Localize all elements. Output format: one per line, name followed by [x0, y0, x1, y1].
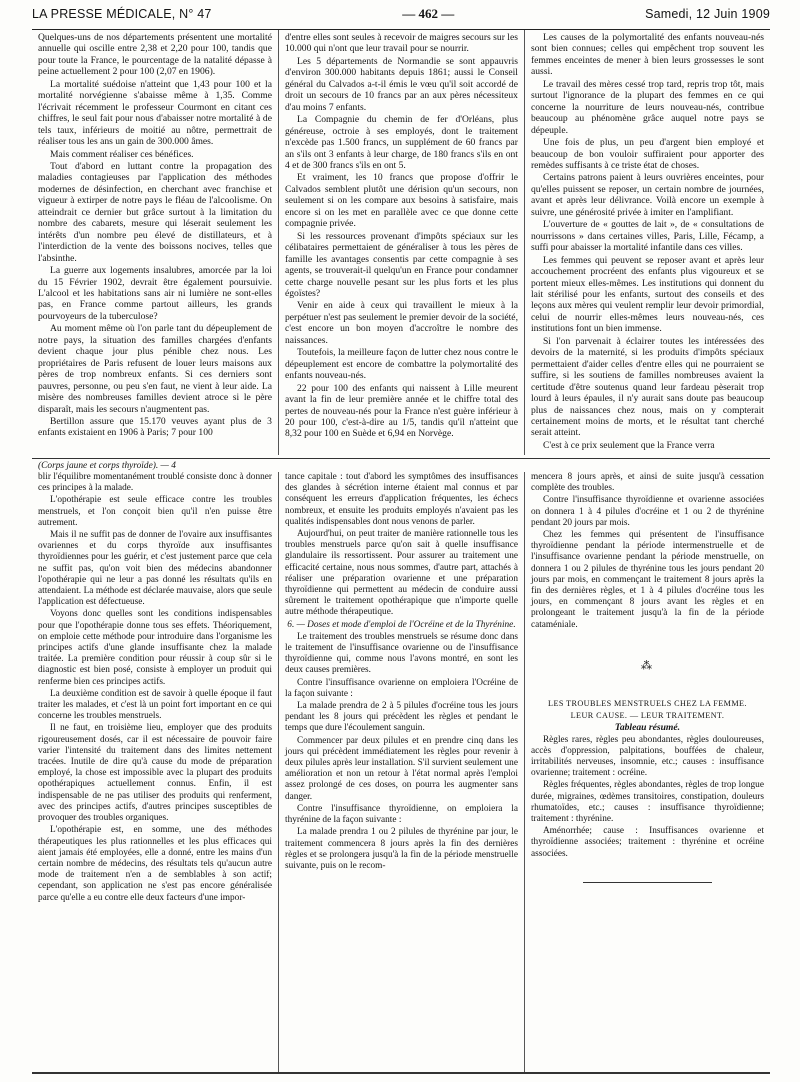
paragraph: Chez les femmes qui présentent de l'insuffisance thyroïdienne pendant la période intermenstruelle et de l'insuffisance ovarienne pendant la période menstruelle, on donnera 1 ou 2 pilules de thyrénine tous les jours pendant 20 jours par mois, en commençant le traitement 8 jours après la fin des dernières règles, et 1 à 4 pilules d'ocréine tous les jours, en commençant 8 jours avant les règles et en prolongeant le traitement jusqu'à la fin de la période cataméniale. — [530, 530, 764, 630]
paragraph: Toutefois, la meilleure façon de lutter chez nous contre le dépeuplement est encore de combattre la polymortalité des enfants nouveau-nés. — [284, 347, 518, 382]
paragraph: Mais comment réaliser ces bénéfices. — [50, 148, 194, 160]
paragraph: L'ouverture de « gouttes de lait », de « consultations de nourrissons » dans certaines villes, Paris, Lille, Fécamp, a suffi pour abaisser la mortalité infantile dans ces villes. — [530, 219, 764, 254]
paragraph: Contre l'insuffisance thyroïdienne et ovarienne associées on donnera 1 à 4 pilules d'ocréine et 1 ou 2 de thyrénine pendant 20 jours par mois. — [530, 495, 764, 528]
asterism-divider: ⁂ — [640, 659, 654, 672]
paragraph: blir l'équilibre momentanément troublé consiste donc à donner ces principes à la malade. — [38, 472, 272, 494]
paragraph: Le traitement des troubles menstruels se résume donc dans le traitement de l'insuffisance ovarienne ou de l'insuffisance thyroïdienne qui, comme nous l'avons montré, en sont les deux causes premières. — [284, 631, 518, 676]
paragraph: La mortalité suédoise n'atteint que 1,43 pour 100 et la mortalité norvégienne s'abaisse même à 1,35. Comme l'écrivait récemment le professeur Courmont en citant ces chiffres, le seul fait pour nous d'abaisser notre mortalité à de tels taux, inférieurs de moitié au nôtre, permettrait de réaliser tous les ans un gain de 300.000 âmes. — [38, 78, 272, 148]
paragraph: La malade prendra de 2 à 5 pilules d'ocréine tous les jours pendant les 8 jours qui précèdent les règles et pendant le temps que dure l'écoulement sanguin. — [284, 701, 518, 734]
article-depopulation — [32, 30, 770, 455]
paragraph: L'opothérapie est, en somme, une des méthodes thérapeutiques les plus rationnelles et les plus efficaces qui aient jamais été employées, elle a donné, entre les mains d'un certain nombre de médecins, des résultats tels qu'aucun autre mode de traitement n'en a de semblables à son actif; cependant, son application ne s'est pas encore généralisée parce qu'elle a eu contre elle deux facteurs d'une impor- — [38, 825, 272, 903]
bottom-column-3 — [524, 472, 770, 1072]
paragraph: La malade prendra 1 ou 2 pilules de thyrénine par jour, le traitement commencera 8 jours après la fin des dernières règles et se prolongera jusqu'à la fin de la période menstruelle suivante, puis on le recom- — [284, 827, 518, 871]
paragraph: 22 pour 100 des enfants qui naissent à Lille meurent avant la fin de leur première année et le chiffre total des pertes de nouveau-nés pour la France n'est guère inférieur à 20 pour 100, c'est-à-dire au 1/5, tandis qu'il n'atteint que 8,32 pour 100 en Suède et 6,94 en Norvège. — [284, 382, 518, 440]
article-opotherapy — [32, 472, 770, 1072]
paragraph: Venir en aide à ceux qui travaillent le mieux à la perpétuer n'est pas seulement le premier devoir de la société, c'est encore un bon moyen d'accroître le nombre des naissances. — [284, 300, 518, 346]
paragraph: La deuxième condition est de savoir à quelle époque il faut traiter les malades, et c'est là un point fort important en ce qui concerne les troubles menstruels. — [38, 688, 272, 722]
summary-subheading: LEUR CAUSE. — LEUR TRAITEMENT. — [570, 711, 725, 721]
paragraph: C'est à ce prix seulement que la France verra — [542, 439, 715, 451]
top-column-3 — [524, 30, 770, 455]
paragraph: mencera 8 jours après, et ainsi de suite jusqu'à cessation complète des troubles. — [530, 472, 764, 494]
paragraph: Mais il ne suffit pas de donner de l'ovaire aux insuffisantes ovariennes et du corps thyroïde aux insuffisantes thyroïdiennes pour les guérir, et c'est justement parce que cela ne suffit pas, qu'on voit bien des médecins abandonner l'opothérapie qui ne leur a pas donné les résultats qu'ils en attendaient. La méthode est déclarée mauvaise, alors que seule l'application est défectueuse. — [38, 530, 272, 608]
paragraph: Les causes de la polymortalité des enfants nouveau-nés sont bien connues; celles qui empêchent trop souvent les femmes enceintes de mener à bien leurs grossesses le sont aussi. — [530, 32, 764, 78]
paragraph: tance capitale : tout d'abord les symptômes des insuffisances des glandes à sécrétion interne étaient mal connus et par conséquent les erreurs d'application fréquentes, les échecs nombreux, et ensuite les produits employés n'avaient pas les qualités indispensables dont nous venons de parler. — [284, 472, 518, 527]
paragraph: Si les ressources provenant d'impôts spéciaux sur les célibataires permettaient de généraliser à tous les pères de famille les avantages consentis par cette compagnie à ses agents, se trouverait-il quelqu'un en France pour condamner cette charge nouvelle pesant sur les plus forts et les plus égoïstes? — [284, 230, 518, 299]
paragraph: d'entre elles sont seules à recevoir de maigres secours sur les 10.000 qui n'ont que leur travail pour se nourrir. — [284, 32, 518, 55]
paragraph: Les 5 départements de Normandie se sont appauvris d'environ 300.000 habitants depuis 1861; aussi le Conseil général du Calvados a-t-il émis le vœu qu'il soit accordé de droit un secours de 10 francs par an aux pères nécessiteux d'au moins 7 enfants. — [284, 55, 518, 113]
top-column-1 — [32, 30, 278, 455]
summary-heading: LES TROUBLES MENSTRUELS CHEZ LA FEMME. — [548, 699, 747, 709]
paragraph: L'opothérapie est seule efficace contre les troubles menstruels, et l'on conçoit bien qu'il n'en puisse être autrement. — [38, 495, 272, 528]
paragraph: La guerre aux logements insalubres, amorcée par la loi du 15 Février 1902, devrait être également poursuivie. L'alcool et les habitations sans air ni lumière ne sont-elles pas, en France comme partout ailleurs, les grands pourvoyeurs de la tuberculose? — [38, 265, 272, 322]
issue-date: Samedi, 12 Juin 1909 — [645, 7, 770, 21]
paragraph: Contre l'insuffisance thyroïdienne, on emploiera la thyrénine de la façon suivante : — [284, 803, 518, 826]
paragraph: Le travail des mères cessé trop tard, repris trop tôt, mais surtout l'ignorance de la plupart des femmes en ce qui concerne la nourriture de leurs nouveau-nés, contribue beaucoup au phénomène grâce auquel notre pays se dépeuple. — [530, 78, 764, 136]
paragraph: Si l'on parvenait à éclairer toutes les intéressées des devoirs de la maternité, si les produits d'impôts spéciaux permettaient d'aider celles d'entre elles qui ne pourraient se suffire, si les soutiens de familles nombreuses avaient la certitude d'être soutenus quand leur fardeau pèserait trop lourd à leurs épaules, il n'y aurait sans doute pas beaucoup plus de naissances chez nous, mais on y compterait certainement moins de morts, et le résultat tant cherché serait atteint. — [530, 335, 764, 439]
section-heading: 6. — Doses et mode d'emploi de l'Ocréine et de la Thyrénine. — [287, 619, 516, 630]
section-rule — [32, 458, 770, 459]
paragraph: Tout d'abord en luttant contre la propagation des maladies contagieuses par l'application des méthodes modernes de désinfection, en cherchant avec franchise et vigueur à extirper de notre pays le fléau de l'alcoolisme. On atteindrait ce dernier but grâce surtout à la limitation du nombre des cabarets, mesure qui léserait seulement les intérêts d'un nombre peu élevé de distillateurs, et à l'interdiction de la vente des boissons nocives, telles que l'absinthe. — [38, 160, 272, 264]
paragraph: Au moment même où l'on parle tant du dépeuplement de notre pays, la situation des familles chargées d'enfants devient chaque jour plus pénible chez nous. Les propriétaires de Paris refusent de louer leurs maisons aux pères de trop nombreux enfants. Si ces derniers sont pauvres, personne, ou peu s'en faut, ne vient à leur aide. La misère des nombreuses familles devient atroce si le père disparaît, mais les secours n'augmentent pas. — [38, 323, 272, 415]
paragraph: Contre l'insuffisance ovarienne on emploiera l'Ocréine de la façon suivante : — [284, 677, 518, 699]
paragraph: Règles fréquentes, règles abondantes, règles de trop longue durée, migraines, œdèmes transitoires, constipation, douleurs rhumatoïdes, etc.; causes : insuffisance thyroïdienne; traitement : thyrénine. — [530, 780, 764, 825]
page-header — [32, 6, 770, 28]
paragraph: La Compagnie du chemin de fer d'Orléans, plus généreuse, octroie à ses employés, dont le traitement n'excède pas 1.500 francs, un supplément de 60 francs par an s'ils ont 3 enfants à leur charge, de 180 francs s'ils en ont 4 et de 300 francs s'ils en ont 5. — [284, 114, 518, 171]
continuation-label: (Corps jaune et corps thyroïde). — 4 — [38, 461, 176, 471]
bottom-column-2 — [278, 472, 524, 1072]
paragraph: Les femmes qui peuvent se reposer avant et après leur accouchement procréent des enfants plus vigoureux et se portent mieux elles-mêmes. Les institutions qui donnent du lait stérilisé pour les enfants, surtout des conseils et des leçons aux mères qui veulent remplir leur devoir primordial, celui de nourrir elles-mêmes leurs nouveau-nés, ces institutions font un bien immense. — [530, 254, 764, 335]
journal-title: LA PRESSE MÉDICALE, N° 47 — [32, 7, 212, 21]
paragraph: Une fois de plus, un peu d'argent bien employé et beaucoup de bon vouloir suffiraient pour apporter des remèdes suffisants à ce triste état de choses. — [530, 137, 764, 171]
footer-rule — [32, 1072, 770, 1074]
paragraph: Aménorrhée; cause : Insuffisances ovarienne et thyroïdienne associées; traitement : thyrénine et ocréine associées. — [530, 826, 764, 859]
paragraph: Quelques-uns de nos départements présentent une mortalité annuelle qui oscille entre 2,38 et 2,20 pour 100, tandis que pour toute la France, le pourcentage de la natalité dépasse à peine actuellement 2 pour 100 (2,07 en 1906). — [38, 32, 272, 78]
paragraph: Bertillon assure que 15.170 veuves ayant plus de 3 enfants existaient en 1906 à Paris; 7 pour 100 — [38, 415, 272, 439]
paragraph: Certains patrons paient à leurs ouvrières enceintes, pour qu'elles puissent se reposer, un certain nombre de journées, avant et après leur délivrance. Voilà encore un exemple à suivre, une générosité privée à imiter en l'amplifiant. — [530, 172, 764, 218]
page-number: — 462 — — [402, 6, 455, 21]
paragraph: Voyons donc quelles sont les conditions indispensables pour que l'opothérapie donne tous ses effets. Théoriquement, on emploie cette méthode pour introduire dans l'organisme les principes actifs d'une glande insuffisante chez la malade traitée. La première condition pour réussir à coup sûr si le diagnostic est bien posé, consiste à employer un produit qui renferme bien ces principes actifs. — [38, 609, 272, 687]
end-rule — [583, 882, 711, 883]
summary-table-title: Tableau résumé. — [614, 722, 681, 734]
paragraph: Aujourd'hui, on peut traiter de manière rationnelle tous les troubles menstruels parce qu'on sait à quelle insuffisance glandulaire ils ressortissent. Pour assurer au traitement une efficacité certaine, nous nous sommes, d'autre part, attachés à réaliser une préparation ovarienne et une préparation thyroïdienne qui permettent au médecin de conduire aussi sûrement le traitement opothérapique que n'importe quelle autre méthode thérapeutique. — [284, 529, 518, 618]
top-column-2 — [278, 30, 524, 455]
paragraph: Et vraiment, les 10 francs que propose d'offrir le Calvados semblent plutôt une dérision qu'un secours, non seulement si on les compare aux besoins à satisfaire, mais encore si on les met en parallèle avec ce que donne cette compagnie privée. — [284, 172, 518, 230]
paragraph: Il ne faut, en troisième lieu, employer que des produits rigoureusement dosés, car il est nécessaire de pouvoir faire varier l'intensité du traitement dans des limites nettement tracées. Inutile de dire qu'à cause du mode de préparation employé, la chose est impossible avec la plupart des produits opothérapiques actuellement connus. Enfin, il est indispensable de ne pas utiliser des produits qui renferment, avec des principes actifs, d'autres principes susceptibles de provoquer des troubles organiques. — [38, 723, 272, 824]
bottom-column-1 — [32, 472, 278, 1072]
paragraph: Commencer par deux pilules et en prendre cinq dans les jours qui précèdent immédiatement les règles pour revenir à deux pilules après leur installation. S'il survient seulement une amélioration et non un retour à l'état normal après l'emploi assez prolongé de ces doses, on pourra les augmenter sans danger. — [284, 735, 518, 802]
paragraph: Règles rares, règles peu abondantes, règles douloureuses, accès d'oppression, palpitations, bouffées de chaleur, irritabilités nerveuses, insomnie, etc.; causes : insuffisance ovarienne; traitement : ocréine. — [530, 734, 764, 779]
